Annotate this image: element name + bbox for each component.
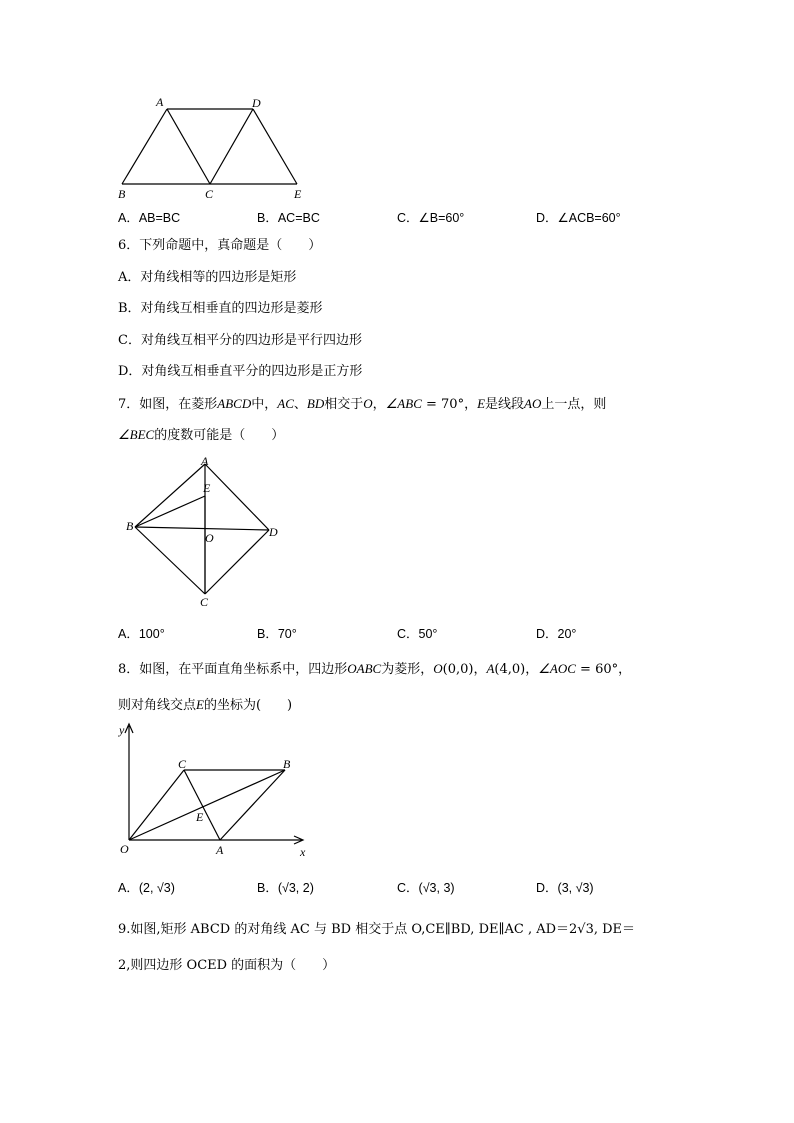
q7-stem-line2: ∠BEC的度数可能是（ ）: [118, 427, 285, 443]
segment-ob: [129, 770, 285, 840]
label-a: A: [156, 95, 164, 109]
label-o: O: [120, 842, 129, 856]
q6-option-a[interactable]: A．对角线相等的四边形是矩形: [118, 270, 297, 285]
figure-trapezoid: [112, 92, 312, 204]
label-b: B: [283, 757, 291, 771]
segment-ab: [122, 109, 167, 184]
q9-stem-line1: 9.如图,矩形 ABCD 的对角线 AC 与 BD 相交于点 O,CE∥BD, DE∥AC , AD＝2√3, DE＝: [118, 922, 636, 937]
q8-stem-line2: 则对角线交点E的坐标为( ): [118, 697, 293, 713]
segment-dc: [205, 530, 269, 594]
q5-option-b[interactable]: B．AC=BC: [257, 211, 320, 225]
label-c: C: [200, 595, 209, 609]
label-e: E: [294, 187, 302, 201]
q7-option-a[interactable]: A．100°: [118, 627, 165, 641]
label-x: x: [300, 845, 306, 859]
q8-option-d[interactable]: D．(3, √3): [536, 881, 594, 895]
label-a: A: [216, 843, 224, 857]
label-c: C: [205, 187, 214, 201]
segment-ab: [135, 464, 205, 527]
label-y: y: [119, 723, 125, 737]
q6-option-b[interactable]: B．对角线互相垂直的四边形是菱形: [118, 301, 323, 316]
q8-option-b[interactable]: B．(√3, 2): [257, 881, 314, 895]
q7-option-c[interactable]: C．50°: [397, 627, 438, 641]
label-e: E: [203, 481, 211, 495]
q9-stem-line2: 2,则四边形 OCED 的面积为（ ）: [118, 958, 336, 973]
label-e: E: [196, 810, 204, 824]
label-d: D: [252, 96, 261, 110]
label-d: D: [269, 525, 278, 539]
figure-rhombus-abcd: [118, 452, 293, 612]
q7-option-d[interactable]: D．20°: [536, 627, 577, 641]
label-a: A: [201, 454, 209, 468]
segment-ad: [205, 464, 269, 530]
segment-bd: [135, 527, 269, 530]
q5-option-a[interactable]: A．AB=BC: [118, 211, 181, 225]
label-o: O: [205, 531, 214, 545]
q6-stem: 6．下列命题中，真命题是（ ）: [118, 238, 322, 253]
q7-option-b[interactable]: B．70°: [257, 627, 297, 641]
segment-oc: [129, 770, 184, 840]
segment-dc: [210, 109, 253, 184]
segment-de: [253, 109, 297, 184]
q5-option-d[interactable]: D．∠ACB=60°: [536, 211, 621, 225]
q8-option-c[interactable]: C．(√3, 3): [397, 881, 455, 895]
segment-bc: [135, 527, 205, 594]
segment-ca: [184, 770, 220, 840]
q6-option-d[interactable]: D．对角线互相垂直平分的四边形是正方形: [118, 364, 363, 379]
figure-coordinate-rhombus: [112, 720, 317, 860]
q8-stem-line1: 8．如图，在平面直角坐标系中，四边形OABC为菱形，O(0,0)，A(4,0)，∠AOC = 60°，: [118, 661, 632, 677]
label-b: B: [118, 187, 126, 201]
q5-option-c[interactable]: C．∠B=60°: [397, 211, 465, 225]
segment-ba: [220, 770, 285, 840]
q6-option-c[interactable]: C．对角线互相平分的四边形是平行四边形: [118, 333, 362, 348]
segment-be: [135, 496, 205, 527]
segment-ac: [167, 109, 210, 184]
label-c: C: [178, 757, 187, 771]
q8-option-a[interactable]: A．(2, √3): [118, 881, 175, 895]
q7-stem-line1: 7．如图，在菱形ABCD中，AC、BD相交于O，∠ABC = 70°，E是线段AO上一点，则: [118, 396, 607, 412]
label-b: B: [126, 519, 134, 533]
